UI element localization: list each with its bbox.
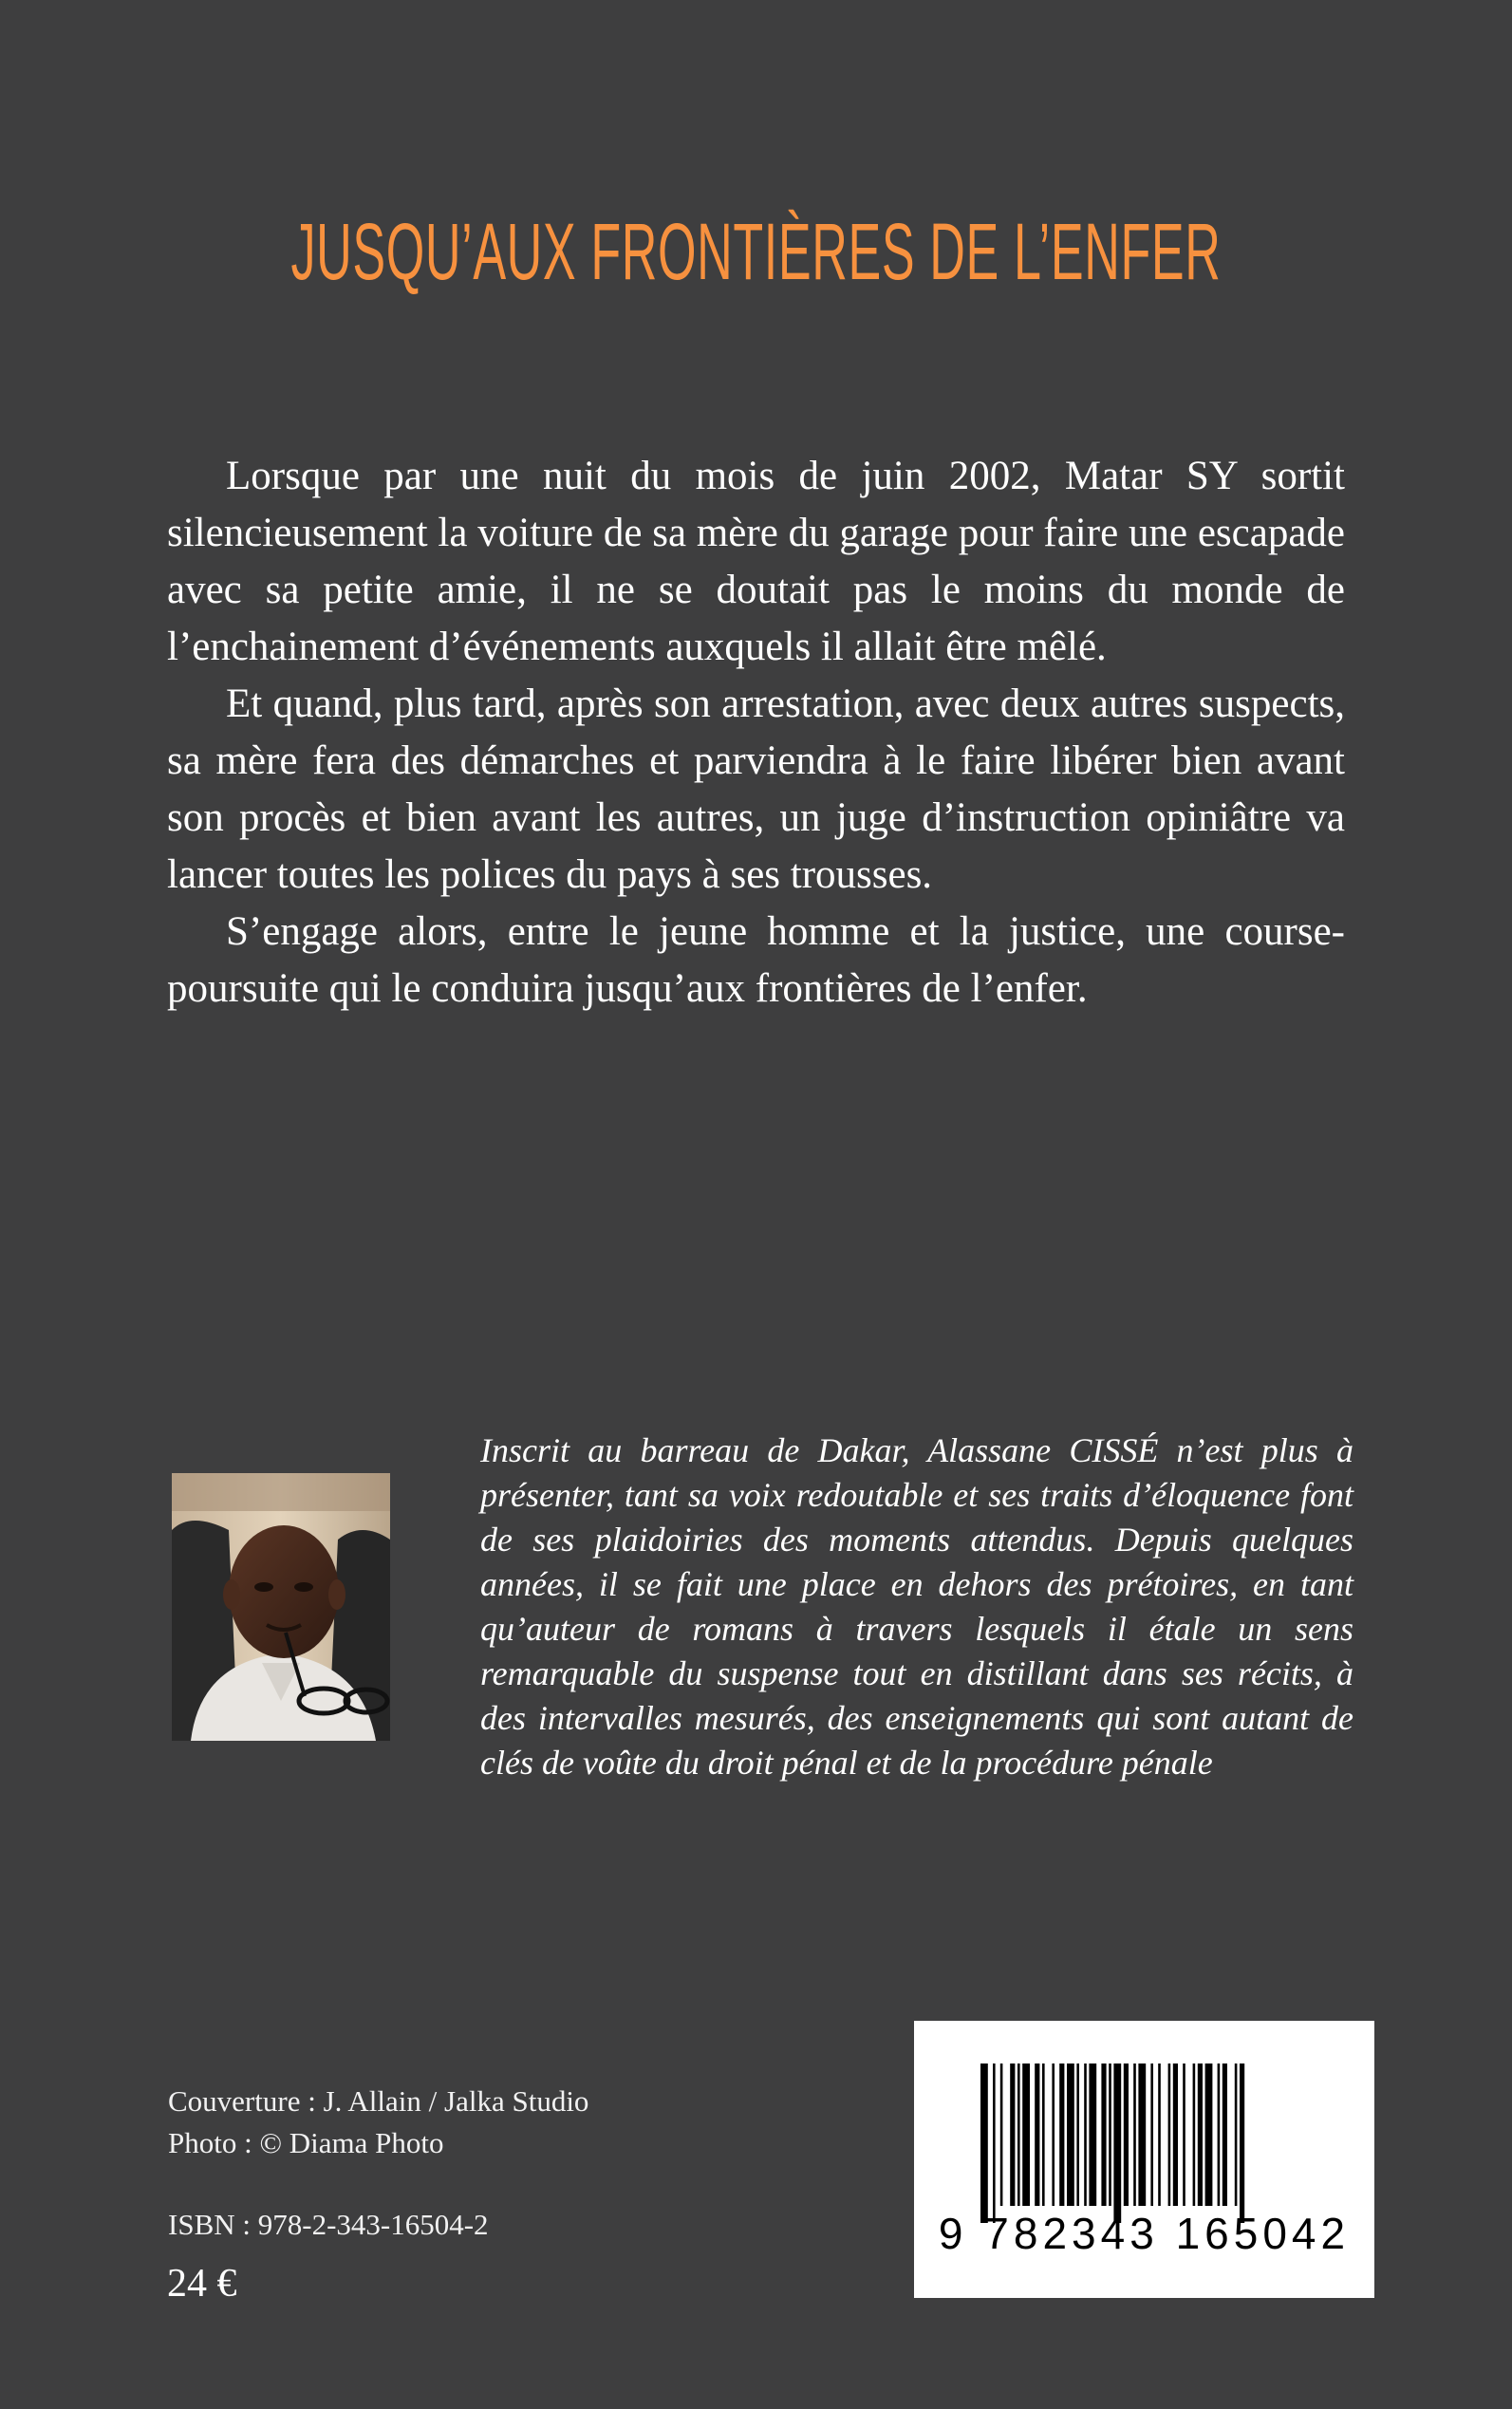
barcode-bar: [1205, 2064, 1213, 2206]
barcode-bar: [1235, 2064, 1238, 2206]
barcode-bar: [1010, 2064, 1015, 2206]
barcode-bar: [1168, 2064, 1171, 2206]
barcode-bar: [1138, 2064, 1146, 2206]
barcode-bar: [1084, 2064, 1087, 2206]
synopsis: [167, 448, 1345, 1018]
barcode-bar: [1223, 2064, 1227, 2206]
barcode-bar: [1076, 2064, 1079, 2206]
barcode-bar: [1113, 2064, 1121, 2223]
author-portrait-image: [172, 1473, 390, 1741]
author-bio: Inscrit au barreau de Dakar, Alassane CISSÉ n’est plus à présenter, tant sa voix redoutable et ses traits d’éloquence font de ses plaidoiries des moments attendus. Depuis quelques années, il se fait une place en dehors des prétoires, en tant qu’auteur de romans à travers lesquels il étale un sens remarquable du suspense tout en distillant dans ses récits, à des intervalles mesurés, des enseignements qui sont autant de clés de voûte du droit pénal et de la procédure pénale: [480, 1431, 1353, 1782]
photo-credit: Photo : © Diama Photo: [168, 2126, 444, 2159]
barcode-bar: [1109, 2064, 1111, 2206]
book-title: JUSQU’AUX FRONTIÈRES DE L’ENFER: [290, 207, 1222, 296]
synopsis-paragraph: Lorsque par une nuit du mois de juin 2002, Matar SY sortit silencieusement la voiture de sa mère du garage pour faire une escapade avec sa petite amie, il ne se doutait pas le moins du monde de l’enchainement d’événements auxquels il allait être mêlé.: [167, 454, 1345, 669]
isbn: ISBN : 978-2-343-16504-2: [168, 2208, 489, 2241]
synopsis-paragraph: S’engage alors, entre le jeune homme et la justice, une course-poursuite qui le conduira jusqu’aux frontières de l’enfer.: [167, 909, 1345, 1011]
barcode-bar: [1000, 2064, 1003, 2206]
barcode-bar: [1067, 2064, 1074, 2206]
barcode-bar: [1240, 2064, 1244, 2223]
barcode: [914, 2021, 1374, 2298]
barcode-bar: [1218, 2064, 1221, 2206]
barcode-bar: [980, 2064, 988, 2223]
barcode-bar: [1150, 2064, 1153, 2206]
barcode-number: 9 782343 165042: [938, 2209, 1351, 2258]
barcode-bar: [1133, 2064, 1136, 2206]
synopsis-paragraph: Et quand, plus tard, après son arrestation, avec deux autres suspects, sa mère fera des démarches et parviendra à le faire libérer bien avant son procès et bien avant les autres, un juge d’instruction opiniâtre va lancer toutes les polices du pays à ses trousses.: [167, 682, 1345, 897]
barcode-bar: [1173, 2064, 1178, 2206]
cover-credit: Couverture : J. Allain / Jalka Studio: [168, 2084, 589, 2118]
barcode-bar: [1022, 2064, 1030, 2206]
barcode-bar: [1158, 2064, 1161, 2206]
barcode-bar: [1101, 2064, 1106, 2206]
barcode-bar: [1059, 2064, 1064, 2206]
barcode-bar: [993, 2064, 996, 2223]
barcode-bar: [1052, 2064, 1055, 2206]
barcode-bar: [1124, 2064, 1129, 2206]
barcode-bar: [1042, 2064, 1045, 2206]
author-photo: [172, 1473, 390, 1741]
barcode-bar: [1089, 2064, 1096, 2206]
credits: [168, 2081, 588, 2164]
barcode-bar: [1035, 2064, 1039, 2206]
price: 24 €: [167, 2262, 237, 2306]
barcode-bar: [1198, 2064, 1203, 2206]
barcode-bar: [1193, 2064, 1196, 2206]
barcode-bar: [1017, 2064, 1020, 2206]
barcode-bar: [1183, 2064, 1185, 2206]
